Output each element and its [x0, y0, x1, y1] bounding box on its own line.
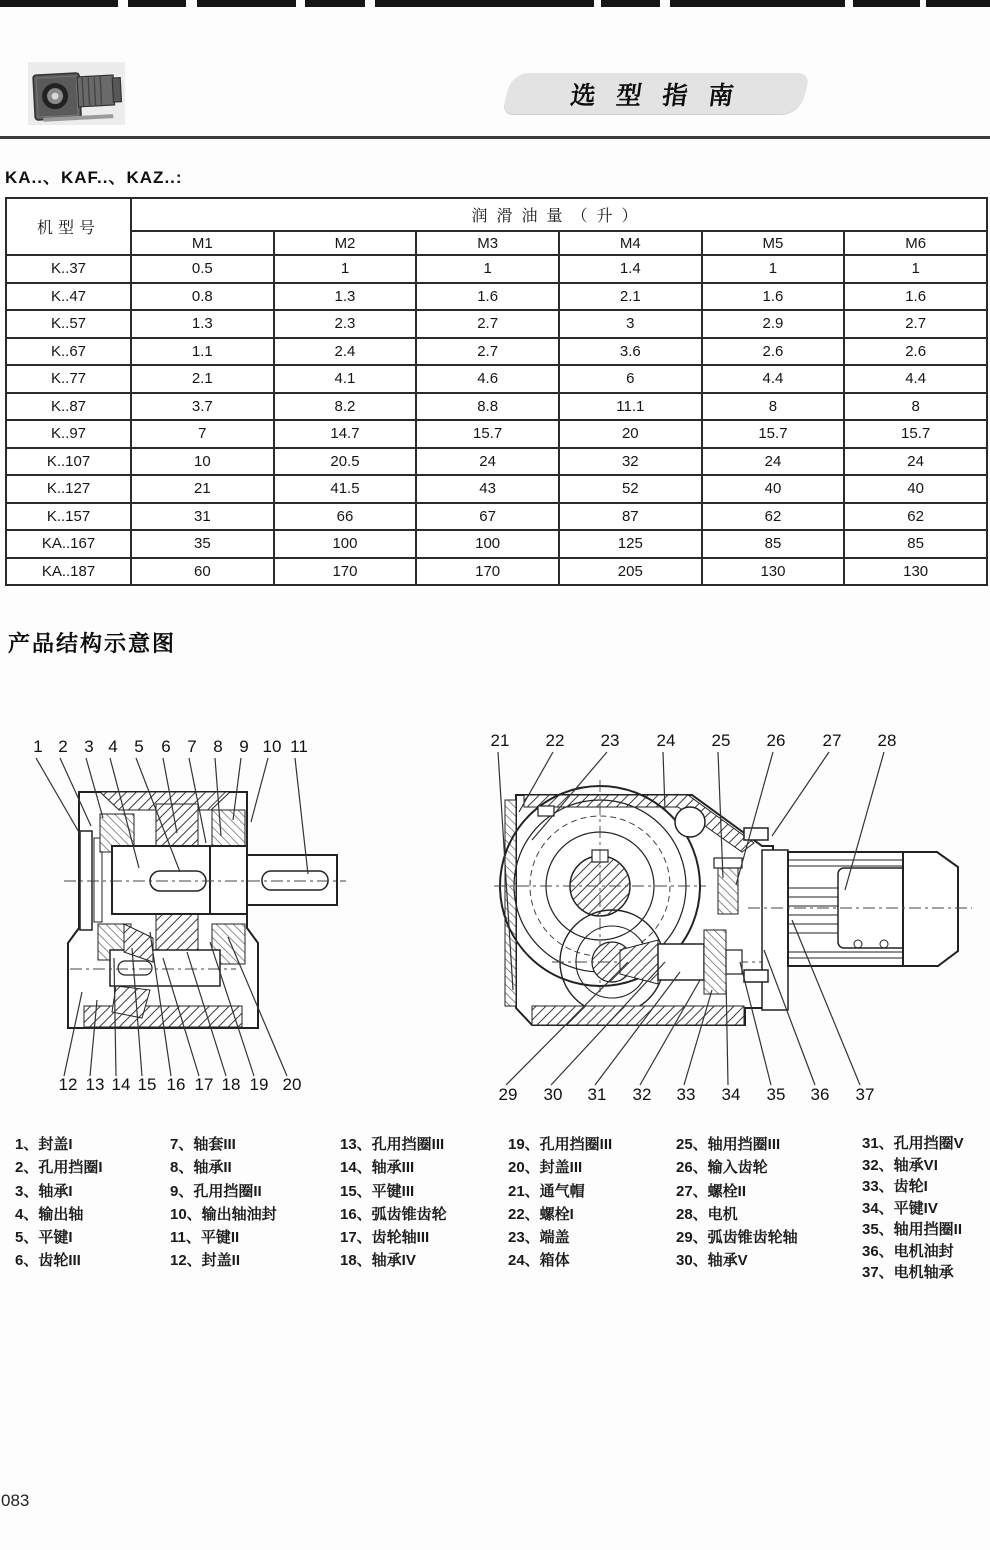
parts-list-item: 22、螺栓I: [508, 1205, 574, 1223]
scan-edge-segment: [305, 0, 365, 7]
oil-volume-cell: 15.7: [702, 420, 845, 448]
page-number: 083: [1, 1491, 30, 1510]
model-cell: KA..187: [6, 558, 131, 586]
oil-volume-cell: 0.8: [131, 283, 274, 311]
table-row: [6, 393, 987, 421]
table-row: [6, 310, 987, 338]
oil-volume-cell: 2.7: [416, 310, 559, 338]
parts-list-item: 6、齿轮III: [15, 1252, 81, 1270]
series-label: KA..、KAF..、KAZ..:: [5, 168, 183, 187]
parts-list-item: 19、孔用挡圈III: [508, 1136, 613, 1153]
callout-number: 26: [766, 731, 786, 750]
scan-edge-segment: [601, 0, 660, 7]
oil-volume-cell: 41.5: [274, 475, 417, 503]
callout-number: 29: [498, 1085, 518, 1104]
parts-list-item: 20、封盖III: [508, 1159, 583, 1177]
table-row: [6, 530, 987, 558]
table-row: [6, 475, 987, 503]
oil-volume-cell: 2.7: [416, 338, 559, 366]
parts-list-item: 3、轴承I: [15, 1182, 73, 1200]
scan-edge-segment: [853, 0, 920, 7]
oil-volume-cell: 52: [559, 475, 702, 503]
mounting-position-header: M6: [844, 231, 987, 255]
table-row: [6, 420, 987, 448]
column-header-oil-volume: 润滑油量（升）: [131, 198, 987, 231]
oil-volume-cell: 62: [844, 503, 987, 531]
callout-number: 35: [766, 1085, 786, 1104]
callout-number: 4: [108, 737, 118, 756]
mounting-position-header: M3: [416, 231, 559, 255]
callout-number: 1: [33, 737, 43, 756]
callout-number: 28: [877, 731, 897, 750]
oil-volume-cell: 1: [844, 255, 987, 283]
oil-volume-cell: 14.7: [274, 420, 417, 448]
callout-number: 27: [822, 731, 842, 750]
parts-list-column: [676, 1133, 836, 1273]
parts-list-item: 8、轴承II: [170, 1159, 232, 1177]
model-cell: K..77: [6, 365, 131, 393]
oil-volume-cell: 0.5: [131, 255, 274, 283]
gearmotor-photo: [28, 62, 125, 125]
parts-list-item: 14、轴承III: [340, 1159, 415, 1177]
oil-volume-cell: 4.1: [274, 365, 417, 393]
table-row: [6, 255, 987, 283]
oil-volume-cell: 21: [131, 475, 274, 503]
callout-number: 6: [161, 737, 171, 756]
scan-edge-segment: [197, 0, 296, 7]
oil-volume-cell: 67: [416, 503, 559, 531]
oil-volume-cell: 3: [559, 310, 702, 338]
callout-number: 15: [137, 1075, 157, 1094]
scan-edge-segment: [926, 0, 990, 7]
callout-number: 25: [711, 731, 731, 750]
callout-leader-line: [251, 758, 268, 822]
parts-list-item: 36、电机油封: [862, 1242, 954, 1260]
oil-volume-cell: 2.1: [131, 365, 274, 393]
oil-volume-cell: 24: [844, 448, 987, 476]
oil-volume-cell: 8: [702, 393, 845, 421]
callout-number: 33: [676, 1085, 696, 1104]
oil-volume-cell: 40: [702, 475, 845, 503]
parts-list-item: 17、齿轮轴III: [340, 1229, 430, 1247]
lubricant-oil-table: [5, 197, 988, 586]
parts-list-item: 34、平键IV: [862, 1199, 938, 1217]
oil-volume-cell: 130: [844, 558, 987, 586]
parts-list-item: 33、齿轮I: [862, 1178, 928, 1195]
oil-volume-cell: 170: [416, 558, 559, 586]
oil-volume-cell: 66: [274, 503, 417, 531]
oil-volume-cell: 1: [702, 255, 845, 283]
oil-volume-cell: 20.5: [274, 448, 417, 476]
oil-volume-cell: 100: [416, 530, 559, 558]
callout-number: 20: [282, 1075, 302, 1094]
callout-number: 12: [58, 1075, 78, 1094]
side-view-drawing: [494, 780, 972, 1025]
parts-list-item: 4、输出轴: [15, 1205, 84, 1223]
oil-volume-cell: 35: [131, 530, 274, 558]
parts-list-column: [170, 1133, 330, 1273]
oil-volume-cell: 32: [559, 448, 702, 476]
callout-number: 23: [600, 731, 620, 750]
model-cell: K..157: [6, 503, 131, 531]
parts-list-item: 1、封盖I: [15, 1136, 73, 1153]
callout-number: 32: [632, 1085, 652, 1104]
oil-volume-cell: 24: [702, 448, 845, 476]
callout-number: 18: [221, 1075, 241, 1094]
oil-volume-cell: 4.6: [416, 365, 559, 393]
parts-list-item: 15、平键III: [340, 1182, 415, 1200]
parts-list-item: 35、轴用挡圈II: [862, 1221, 963, 1238]
table-row: [6, 558, 987, 586]
oil-volume-cell: 20: [559, 420, 702, 448]
callout-number: 16: [166, 1075, 186, 1094]
oil-volume-cell: 2.3: [274, 310, 417, 338]
sectional-view-drawing: [64, 792, 346, 1028]
column-header-model: 机型号: [6, 198, 131, 255]
callout-number: 3: [84, 737, 94, 756]
oil-volume-cell: 60: [131, 558, 274, 586]
mounting-position-header: M5: [702, 231, 845, 255]
model-cell: K..57: [6, 310, 131, 338]
oil-volume-cell: 8.2: [274, 393, 417, 421]
parts-list-item: 32、轴承VI: [862, 1156, 938, 1174]
parts-list-item: 26、输入齿轮: [676, 1159, 768, 1177]
callout-number: 31: [587, 1085, 607, 1104]
callout-number: 9: [239, 737, 249, 756]
oil-volume-cell: 15.7: [844, 420, 987, 448]
mounting-position-header-row: [6, 231, 987, 255]
table-row: [6, 503, 987, 531]
oil-volume-cell: 85: [844, 530, 987, 558]
header-divider: [0, 136, 990, 139]
oil-volume-cell: 40: [844, 475, 987, 503]
oil-volume-cell: 15.7: [416, 420, 559, 448]
oil-volume-cell: 4.4: [702, 365, 845, 393]
oil-volume-cell: 2.1: [559, 283, 702, 311]
oil-volume-cell: 205: [559, 558, 702, 586]
oil-volume-cell: 2.9: [702, 310, 845, 338]
parts-list-item: 30、轴承V: [676, 1252, 748, 1270]
parts-list-item: 21、通气帽: [508, 1182, 585, 1200]
parts-list-item: 25、轴用挡圈III: [676, 1136, 781, 1153]
oil-volume-cell: 24: [416, 448, 559, 476]
callout-number: 24: [656, 731, 676, 750]
oil-volume-cell: 130: [702, 558, 845, 586]
oil-volume-cell: 1.1: [131, 338, 274, 366]
scan-edge-segment: [128, 0, 186, 7]
parts-list-item: 31、孔用挡圈V: [862, 1135, 964, 1152]
parts-list-item: 16、弧齿锥齿轮: [340, 1205, 447, 1223]
callout-number: 14: [111, 1075, 131, 1094]
callout-leader-line: [36, 758, 80, 834]
model-cell: K..47: [6, 283, 131, 311]
parts-list-item: 27、螺栓II: [676, 1182, 747, 1200]
oil-volume-cell: 43: [416, 475, 559, 503]
model-cell: K..37: [6, 255, 131, 283]
parts-list-column: [508, 1133, 668, 1273]
parts-list-column: [340, 1133, 500, 1273]
section-banner: [502, 73, 811, 114]
parts-list-item: 2、孔用挡圈I: [15, 1159, 103, 1177]
oil-volume-cell: 7: [131, 420, 274, 448]
scan-edge-strip: [0, 0, 990, 8]
model-cell: K..107: [6, 448, 131, 476]
parts-list-item: 12、封盖II: [170, 1252, 241, 1270]
parts-list-item: 11、平键II: [170, 1229, 240, 1247]
callout-number: 11: [290, 737, 308, 756]
callout-leader-line: [772, 752, 829, 836]
oil-volume-cell: 2.6: [702, 338, 845, 366]
oil-volume-cell: 3.7: [131, 393, 274, 421]
scan-edge-segment: [670, 0, 845, 7]
callout-number: 10: [262, 737, 282, 756]
scan-edge-segment: [375, 0, 594, 7]
mounting-position-header: M4: [559, 231, 702, 255]
oil-volume-cell: 1.6: [702, 283, 845, 311]
parts-list-item: 28、电机: [676, 1205, 738, 1223]
callout-number: 8: [213, 737, 223, 756]
oil-volume-cell: 1.6: [844, 283, 987, 311]
callout-number: 17: [194, 1075, 214, 1094]
mounting-position-header: M1: [131, 231, 274, 255]
callout-number: 7: [187, 737, 197, 756]
structure-diagrams: [0, 700, 990, 1120]
oil-volume-cell: 1: [274, 255, 417, 283]
oil-volume-cell: 2.7: [844, 310, 987, 338]
parts-list-column: [862, 1133, 990, 1284]
oil-volume-cell: 1: [416, 255, 559, 283]
oil-volume-cell: 85: [702, 530, 845, 558]
callout-number: 2: [58, 737, 68, 756]
banner-title: 选 型 指 南: [569, 81, 743, 110]
parts-list-item: 5、平键I: [15, 1229, 73, 1247]
oil-volume-cell: 170: [274, 558, 417, 586]
oil-volume-cell: 8.8: [416, 393, 559, 421]
oil-volume-cell: 31: [131, 503, 274, 531]
oil-volume-cell: 3.6: [559, 338, 702, 366]
model-cell: K..67: [6, 338, 131, 366]
callout-number: 13: [85, 1075, 105, 1094]
callout-number: 34: [721, 1085, 741, 1104]
oil-volume-cell: 10: [131, 448, 274, 476]
parts-list-item: 13、孔用挡圈III: [340, 1136, 445, 1153]
oil-volume-cell: 8: [844, 393, 987, 421]
oil-volume-cell: 62: [702, 503, 845, 531]
oil-volume-cell: 11.1: [559, 393, 702, 421]
oil-volume-cell: 1.3: [274, 283, 417, 311]
parts-list-item: 29、弧齿锥齿轮轴: [676, 1229, 798, 1247]
table-row: [6, 283, 987, 311]
callout-leader-line: [764, 950, 815, 1085]
callout-number: 37: [855, 1085, 875, 1104]
oil-volume-cell: 6: [559, 365, 702, 393]
callout-number: 19: [249, 1075, 269, 1094]
oil-volume-cell: 87: [559, 503, 702, 531]
parts-list-item: 7、轴套III: [170, 1136, 236, 1153]
parts-list-item: 9、孔用挡圈II: [170, 1182, 262, 1200]
callout-number: 30: [543, 1085, 563, 1104]
structure-diagram-title: 产品结构示意图: [8, 631, 177, 656]
mounting-position-header: M2: [274, 231, 417, 255]
model-cell: K..97: [6, 420, 131, 448]
oil-volume-cell: 4.4: [844, 365, 987, 393]
table-row: [6, 448, 987, 476]
table-row: [6, 365, 987, 393]
callout-number: 36: [810, 1085, 830, 1104]
table-row: [6, 338, 987, 366]
oil-volume-cell: 1.3: [131, 310, 274, 338]
callout-number: 21: [490, 731, 510, 750]
oil-volume-cell: 1.4: [559, 255, 702, 283]
oil-volume-cell: 100: [274, 530, 417, 558]
model-cell: K..127: [6, 475, 131, 503]
oil-volume-cell: 2.6: [844, 338, 987, 366]
callout-number: 22: [545, 731, 565, 750]
model-cell: KA..167: [6, 530, 131, 558]
oil-volume-cell: 1.6: [416, 283, 559, 311]
parts-list-column: [15, 1133, 175, 1273]
parts-list-item: 18、轴承IV: [340, 1252, 416, 1270]
parts-list-item: 37、电机轴承: [862, 1264, 954, 1281]
callout-number: 5: [134, 737, 144, 756]
model-cell: K..87: [6, 393, 131, 421]
parts-list-item: 10、输出轴油封: [170, 1205, 277, 1223]
scan-edge-segment: [0, 0, 118, 7]
parts-list-item: 23、端盖: [508, 1229, 570, 1247]
oil-volume-cell: 2.4: [274, 338, 417, 366]
oil-volume-cell: 125: [559, 530, 702, 558]
parts-list-item: 24、箱体: [508, 1252, 570, 1270]
